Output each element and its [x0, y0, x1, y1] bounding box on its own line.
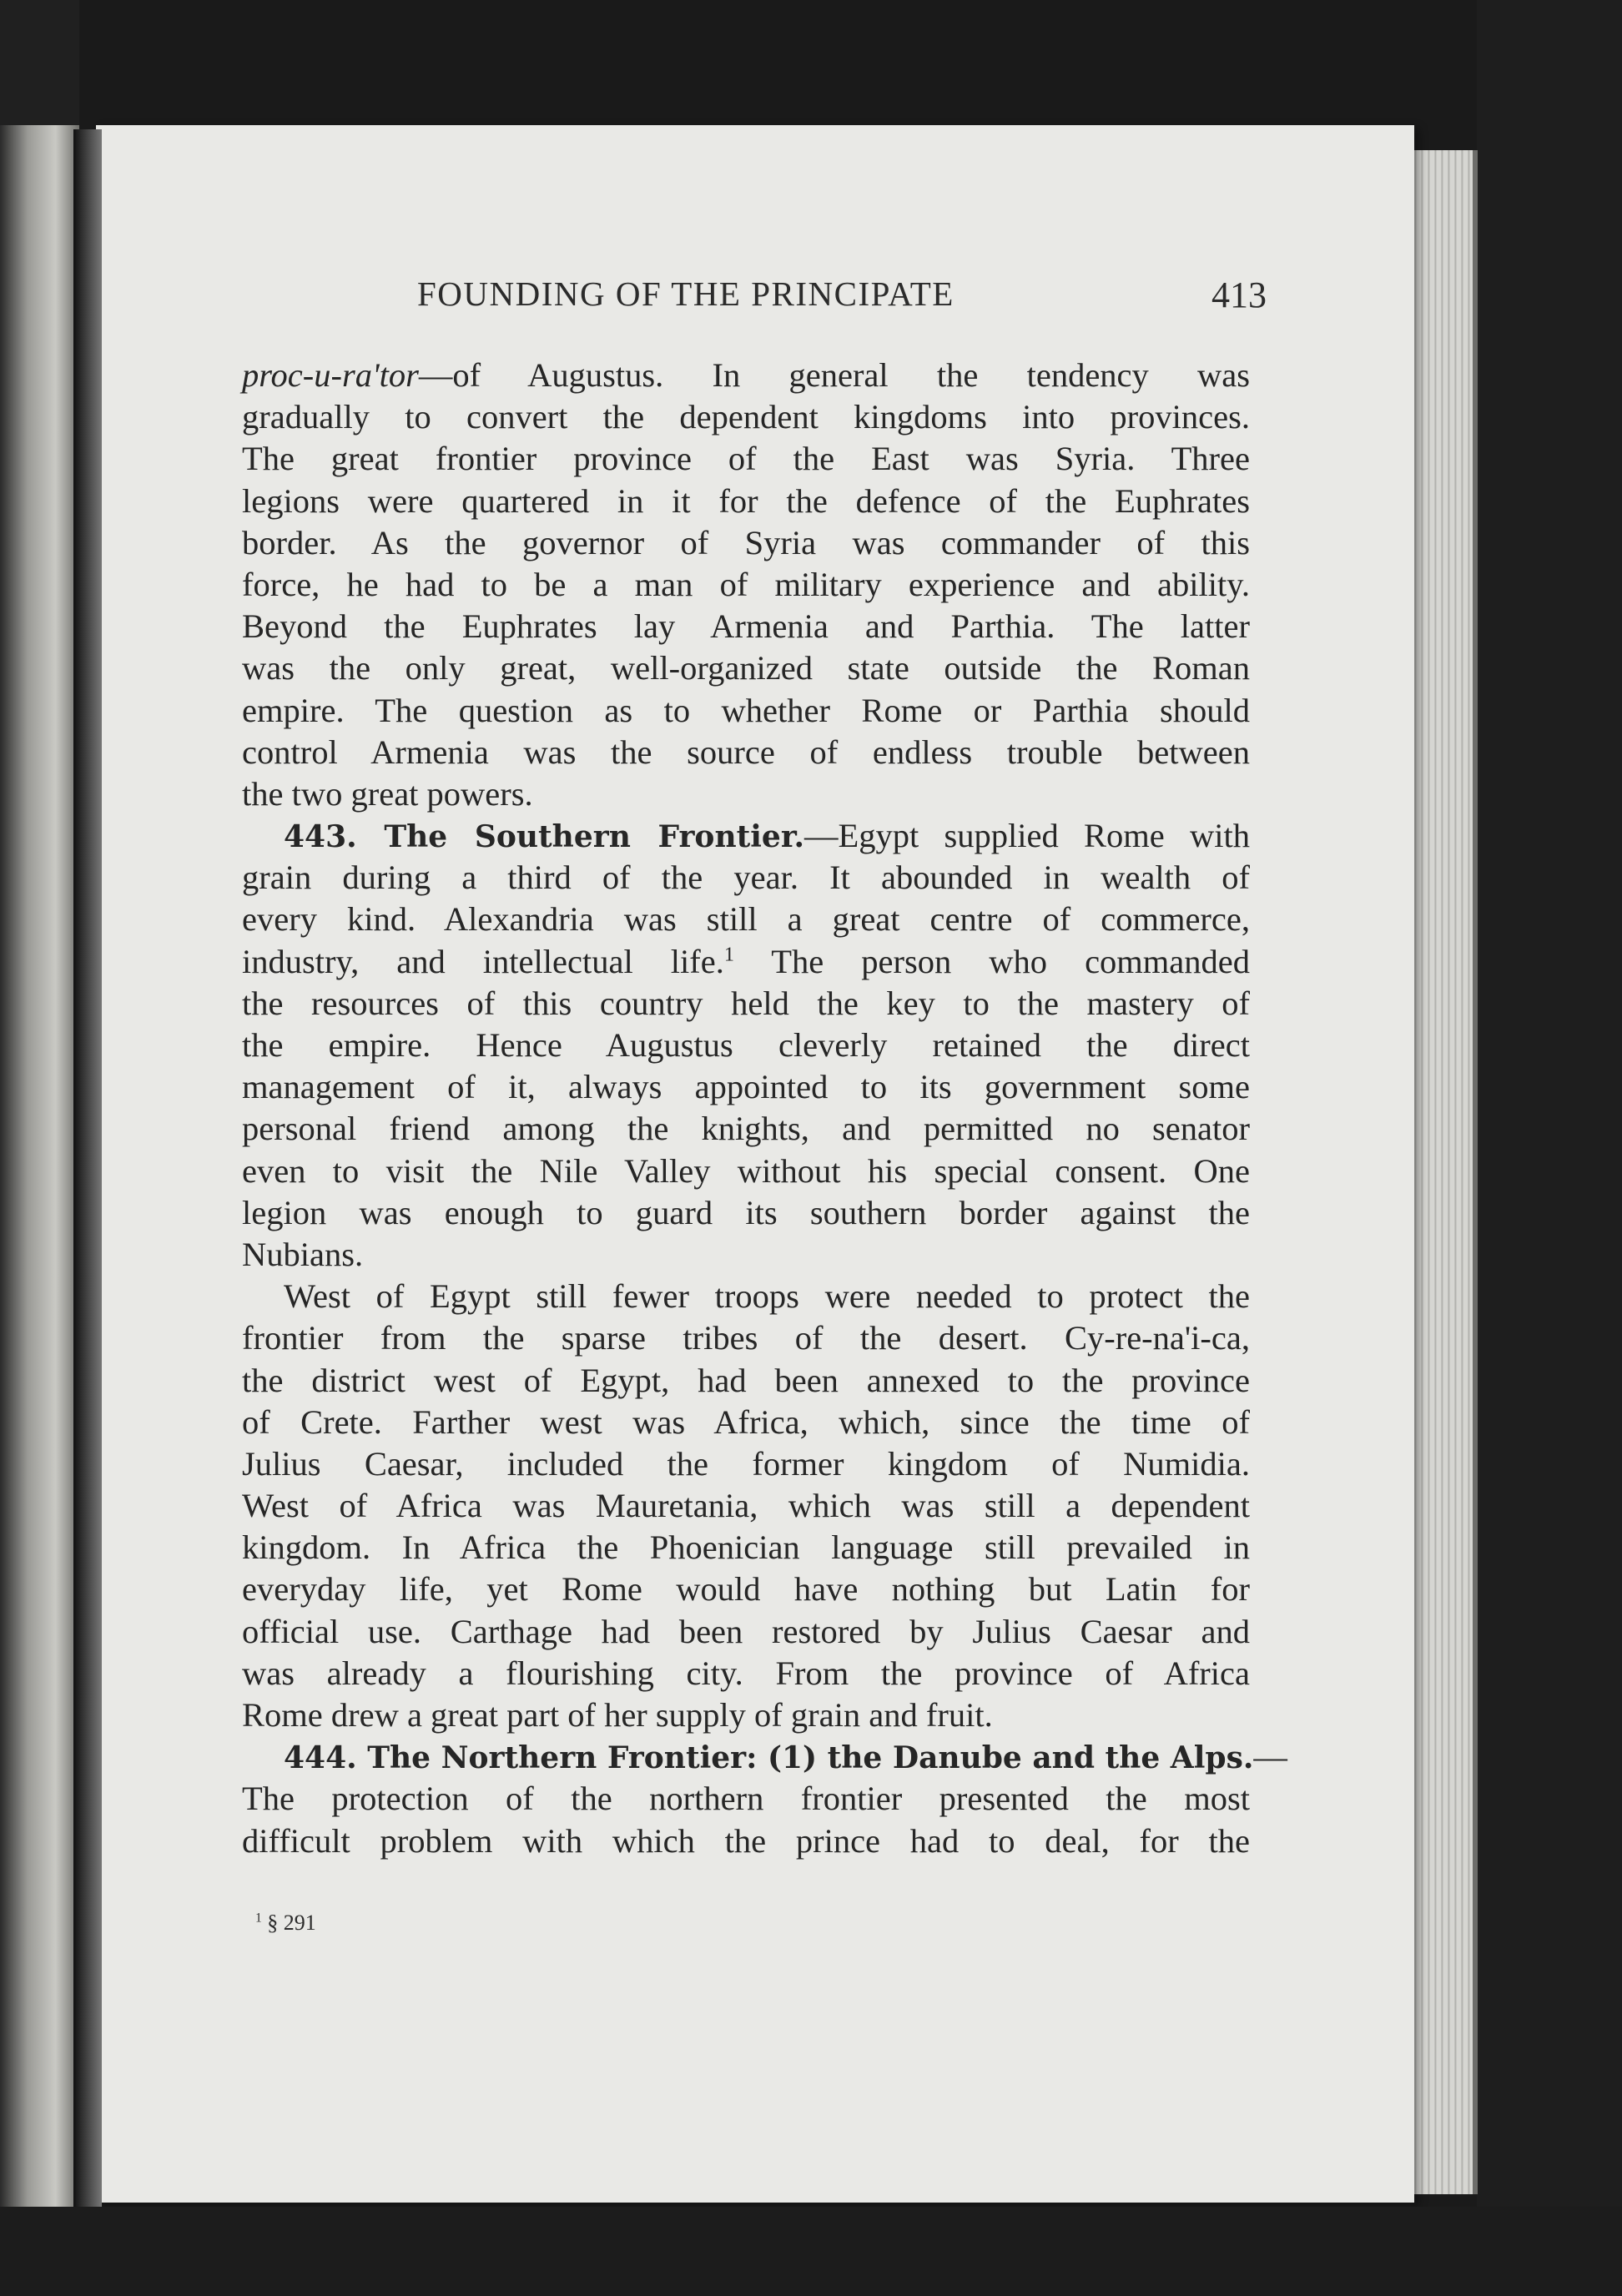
text-line: the district west of Egypt, had been annexed to the province [242, 1361, 1250, 1399]
footnote-marker: 1 [255, 1911, 262, 1926]
text-line: The great frontier province of the East was Syria. Three [242, 440, 1250, 478]
text-line [242, 355, 1250, 396]
text-line: West of Africa was Mauretania, which was still a dependent [242, 1487, 1250, 1525]
text-line: gradually to convert the dependent kingdoms into provinces. [242, 398, 1250, 436]
dark-background-right [1477, 0, 1622, 2296]
text-line: border. As the governor of Syria was commander of this [242, 523, 1250, 561]
section-444-heading-line [242, 1736, 1287, 1778]
text-line: everyday life, yet Rome would have nothing but Latin for [242, 1570, 1250, 1609]
text-line: the two great powers. [242, 774, 533, 813]
body-text [242, 355, 1287, 1862]
text-line: the resources of this country held the key to the mastery of [242, 984, 1250, 1022]
text-line: difficult problem with which the prince had to deal, for the [242, 1821, 1250, 1860]
text-line: Nubians. [242, 1235, 364, 1273]
page-stack-edge [1410, 150, 1478, 2194]
section-heading: 443. The Southern Frontier. [284, 819, 805, 855]
footnote-text: § 291 [267, 1911, 316, 1935]
text-line: control Armenia was the source of endless trouble between [242, 733, 1250, 771]
text-run: — [1253, 1738, 1287, 1776]
text-line: even to visit the Nile Valley without his special consent. One [242, 1151, 1250, 1190]
text-line: personal friend among the knights, and permitted no senator [242, 1110, 1250, 1148]
text-run: —Egypt supplied Rome with [804, 817, 1250, 855]
dark-background-bottom [0, 2207, 1622, 2296]
running-head [242, 274, 1267, 324]
left-page-edge [0, 125, 79, 2211]
footnote-ref: 1 [723, 943, 734, 966]
text-line: The protection of the northern frontier presented the most [242, 1780, 1250, 1818]
text-line: the empire. Hence Augustus cleverly retained the direct [242, 1026, 1250, 1064]
text-line: empire. The question as to whether Rome or Parthia should [242, 691, 1250, 729]
footnote [255, 1911, 316, 1936]
book-gutter [73, 129, 102, 2207]
text-run: industry, and intellectual life. [242, 942, 724, 980]
text-line: frontier from the sparse tribes of the desert. Cy-re-na'i-ca, [242, 1319, 1250, 1357]
text-line: West of Egypt still fewer troops were needed to protect the [284, 1277, 1250, 1316]
text-run: The person who commanded [733, 942, 1250, 980]
text-line: of Crete. Farther west was Africa, which, since the time of [242, 1402, 1250, 1441]
text-line: management of it, always appointed to its government some [242, 1068, 1250, 1106]
section-heading: 444. The Northern Frontier: (1) the Danube and the Alps. [284, 1740, 1254, 1776]
text-run: —of Augustus. In general the tendency was [418, 356, 1250, 394]
text-line: Rome drew a great part of her supply of grain and fruit. [242, 1696, 993, 1734]
text-line: grain during a third of the year. It abounded in wealth of [242, 858, 1250, 897]
text-line: Beyond the Euphrates lay Armenia and Parthia. The latter [242, 607, 1250, 646]
text-line: was the only great, well-organized state outside the Roman [242, 649, 1250, 687]
running-title: FOUNDING OF THE PRINCIPATE [417, 274, 955, 313]
text-line: was already a flourishing city. From the province of Africa [242, 1654, 1250, 1692]
text-line: kingdom. In Africa the Phoenician language still prevailed in [242, 1528, 1250, 1567]
text-line: legions were quartered in it for the defence of the Euphrates [242, 481, 1250, 520]
text-line: legion was enough to guard its southern border against the [242, 1193, 1250, 1231]
section-443-heading-line [242, 815, 1250, 857]
text-line: every kind. Alexandria was still a great centre of commerce, [242, 900, 1250, 939]
page-number: 413 [1211, 274, 1267, 315]
text-line: Julius Caesar, included the former kingdom of Numidia. [242, 1444, 1250, 1483]
text-line: official use. Carthage had been restored by Julius Caesar and [242, 1612, 1250, 1650]
italic-term: proc-u-ra'tor [242, 356, 419, 394]
text-line: force, he had to be a man of military experience and ability. [242, 565, 1250, 603]
text-line [242, 941, 1250, 983]
